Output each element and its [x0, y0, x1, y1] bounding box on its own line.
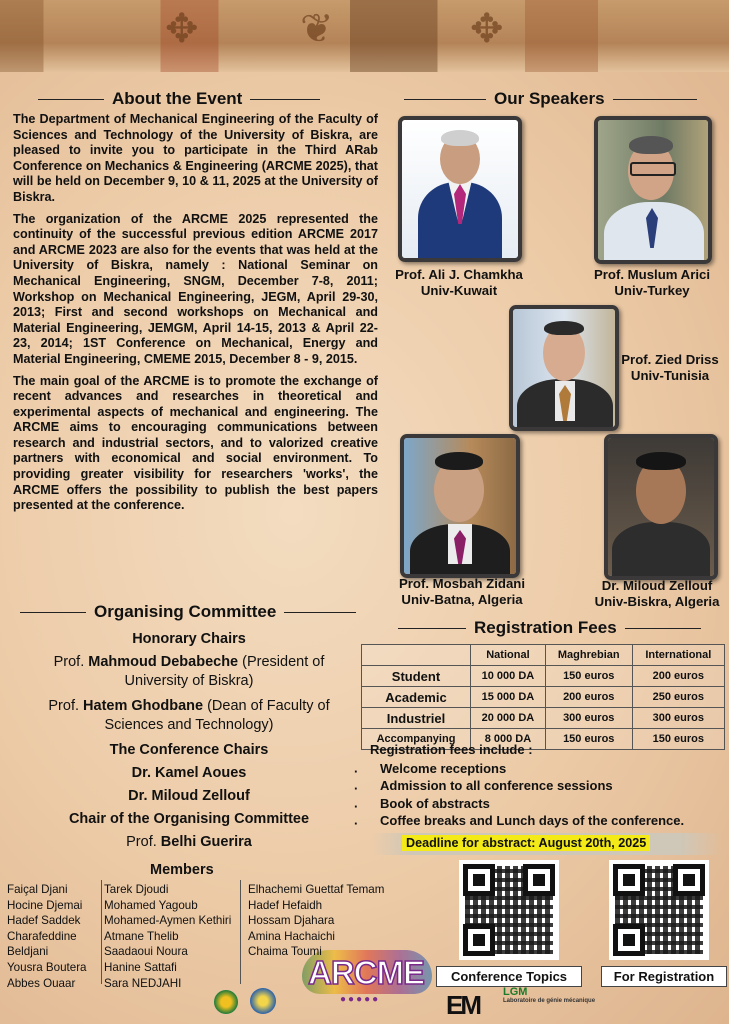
speaker-affiliation: Univ-Batna, Algeria: [401, 592, 523, 607]
fees-cell: 8 000 DA: [471, 729, 546, 750]
fees-category: Industriel: [362, 708, 471, 729]
arcme-logo-dots-icon: ●●●●●: [340, 994, 381, 1005]
fees-category: Student: [362, 666, 471, 687]
fees-header: Maghrebian: [545, 645, 632, 666]
conference-chair-1: Dr. Kamel Aoues: [131, 765, 247, 781]
lgm-logo: [503, 986, 595, 1004]
member: Atmane Thelib: [104, 929, 179, 943]
about-title: About the Event: [112, 89, 243, 108]
fees-category: Accompanying: [362, 729, 471, 750]
members-title: Members: [150, 862, 214, 878]
member: Hocine Djemai: [7, 898, 83, 912]
committee-title: Organising Committee: [94, 602, 277, 621]
speaker-5-caption: [586, 578, 728, 610]
committee-heading: [20, 602, 356, 622]
member: Elhachemi Guettaf Temam: [248, 883, 385, 896]
conference-topics-button[interactable]: Conference Topics: [436, 966, 582, 987]
fees-table: [361, 644, 725, 750]
speaker-affiliation: Univ-Turkey: [614, 283, 690, 298]
speaker-affiliation: Univ-Kuwait: [420, 283, 498, 298]
fees-cell: 150 euros: [632, 729, 724, 750]
fees-cell: 10 000 DA: [471, 666, 546, 687]
qr-code-registration[interactable]: [609, 860, 709, 960]
member: Sara NEDJAHI: [104, 976, 182, 990]
speaker-2-caption: [586, 267, 718, 299]
committee-block: [20, 628, 358, 858]
members-divider: [101, 880, 102, 984]
speaker-affiliation: Univ-Tunisia: [630, 368, 710, 383]
fees-cell: 150 euros: [545, 666, 632, 687]
member: Amina Hachaichi: [248, 929, 335, 943]
org-chair-title: Chair of the Organising Committee: [68, 811, 310, 827]
fees-heading: [398, 618, 701, 638]
fees-header: International: [632, 645, 724, 666]
speaker-name: Prof. Mosbah Zidani: [398, 576, 525, 591]
fees-cell: 20 000 DA: [471, 708, 546, 729]
speaker-photo-5: [604, 434, 718, 580]
member: Yousra Boutera: [7, 960, 87, 974]
speaker-4-caption: [392, 576, 532, 608]
lgm-logo-subtext: Laboratoire de génie mécanique: [503, 998, 596, 1004]
list-item: · Coffee breaks and Lunch days of the conference.: [370, 812, 684, 830]
deadline-banner: [372, 833, 722, 855]
list-item: · Admission to all conference sessions: [370, 777, 684, 795]
fees-cell: 300 euros: [632, 708, 724, 729]
speaker-name: Prof. Zied Driss: [621, 352, 719, 367]
speaker-photo-4: [400, 434, 520, 578]
table-row: [362, 708, 725, 729]
member: Beldjani: [7, 945, 49, 959]
lgm-logo-text: LGM: [503, 986, 528, 998]
registration-button[interactable]: For Registration: [601, 966, 727, 987]
member: Abbes Ouaar: [7, 976, 76, 990]
arcme-logo-text: ARCME: [308, 954, 424, 991]
speakers-heading: [404, 89, 697, 109]
member: Mohamed Yagoub: [104, 898, 198, 912]
member: Mohamed-Aymen Kethiri: [104, 914, 232, 928]
ornament-icon: ✥: [165, 6, 199, 52]
honorary-chair-2: Prof. Hatem Ghodbane (Dean of Faculty of Sciences and Technology): [48, 698, 330, 733]
fees-cell: 150 euros: [545, 729, 632, 750]
member: Saadaoui Noura: [104, 945, 188, 959]
conference-chair-2: Dr. Miloud Zellouf: [128, 788, 250, 804]
members-column-1: [7, 882, 87, 991]
table-row: [362, 687, 725, 708]
fees-header-row: [362, 645, 725, 666]
org-chair: Prof. Belhi Guerira: [126, 834, 252, 850]
speaker-1-caption: [393, 267, 525, 299]
list-item: · Welcome receptions: [370, 760, 684, 778]
table-row: [362, 666, 725, 687]
speaker-affiliation: Univ-Biskra, Algeria: [594, 594, 720, 609]
honorary-chair-1: Prof. Mahmoud Debabeche (President of University of Biskra): [53, 654, 325, 689]
speaker-photo-2: [594, 116, 712, 264]
fees-cell: 15 000 DA: [471, 687, 546, 708]
fees-cell: 300 euros: [545, 708, 632, 729]
speaker-name: Prof. Ali J. Chamkha: [395, 267, 523, 282]
fees-includes: [370, 741, 684, 830]
deadline-text: Deadline for abstract: August 20th, 2025: [402, 835, 650, 851]
member: Hossam Djahara: [248, 914, 335, 928]
speaker-photo-1: [398, 116, 522, 262]
conference-chairs-title: The Conference Chairs: [109, 742, 269, 758]
member: Chaima Toumi: [248, 945, 322, 959]
speaker-name: Dr. Miloud Zellouf: [601, 578, 713, 593]
speaker-photo-3: [509, 305, 619, 431]
about-heading: [38, 89, 320, 109]
member: Tarek Djoudi: [104, 883, 169, 896]
fees-title: Registration Fees: [474, 618, 617, 637]
ornament-icon: ❦: [300, 6, 334, 52]
about-paragraph-3: The main goal of the ARCME is to promote the exchange of recent advances and researches in theoretical and experimental aspects of mechanical and engineering. The ARCME aims to encouraging communications between research and industrial sectors, and to valorized creative partners with economical and social environment. To providing greater visibility for researchers 'works', the ARCME offers the possibility to publish the best papers presented at the conference.: [13, 373, 378, 513]
speaker-name: Prof. Muslum Arici: [593, 267, 710, 282]
members-divider: [240, 880, 241, 984]
lab-logo-icon: [250, 988, 276, 1014]
about-paragraph-2: The organization of the ARCME 2025 represented the continuity of the successful previous edition ARCME 2017 and ARCME 2023 are also for the events that was held at the University of Biskra, namely : National Seminar on Mechanical Engineering, SNGM, December 7-8, 2011; Workshop on Mechanical Engineering, JEGM, April 29-30, 2013; First and second workshops on Mechanical and Material Engineering, JEMGM, April 14-15, 2013 & April 22-23, 2014; 1ST Conference on Mechanical, Energy and Material Engineering, CMEME 2015, December 8 - 9, 2015.: [13, 211, 378, 366]
members-column-3: [248, 882, 384, 960]
qr-code-topics[interactable]: [459, 860, 559, 960]
includes-title: Registration fees include :: [370, 742, 533, 757]
member: Charafeddine: [7, 929, 77, 943]
member: Hadef Hefaidh: [248, 898, 323, 912]
university-logo-icon: [214, 990, 238, 1014]
arcme-logo: [308, 950, 430, 1008]
fees-cell: 200 euros: [545, 687, 632, 708]
member: Hadef Saddek: [7, 914, 81, 928]
fees-cell: 250 euros: [632, 687, 724, 708]
member: Faiçal Djani: [7, 883, 68, 896]
speakers-title: Our Speakers: [494, 89, 605, 108]
ornament-icon: ✥: [470, 6, 504, 52]
fees-header: [362, 645, 471, 666]
em-logo: EM: [446, 990, 479, 1020]
list-item: · Book of abstracts: [370, 795, 684, 813]
includes-list: [370, 760, 684, 830]
fees-category: Academic: [362, 687, 471, 708]
member: Hanine Sattafi: [104, 960, 177, 974]
fees-header: National: [471, 645, 546, 666]
about-text: [13, 112, 378, 520]
fees-cell: 200 euros: [632, 666, 724, 687]
speaker-3-caption: [614, 352, 726, 384]
members-column-2: [104, 882, 231, 991]
header-banner-image: [0, 0, 729, 72]
about-paragraph-1: The Department of Mechanical Engineering of the Faculty of Sciences and Technology of the University of Biskra, are pleased to invite you to participate in the Third ARab Conference on Mechanics & Engineering (ARCME 2025), that will be held on December 9, 10 & 11, 2025 at the University of Biskra.: [13, 112, 378, 204]
honorary-title: Honorary Chairs: [132, 631, 246, 647]
